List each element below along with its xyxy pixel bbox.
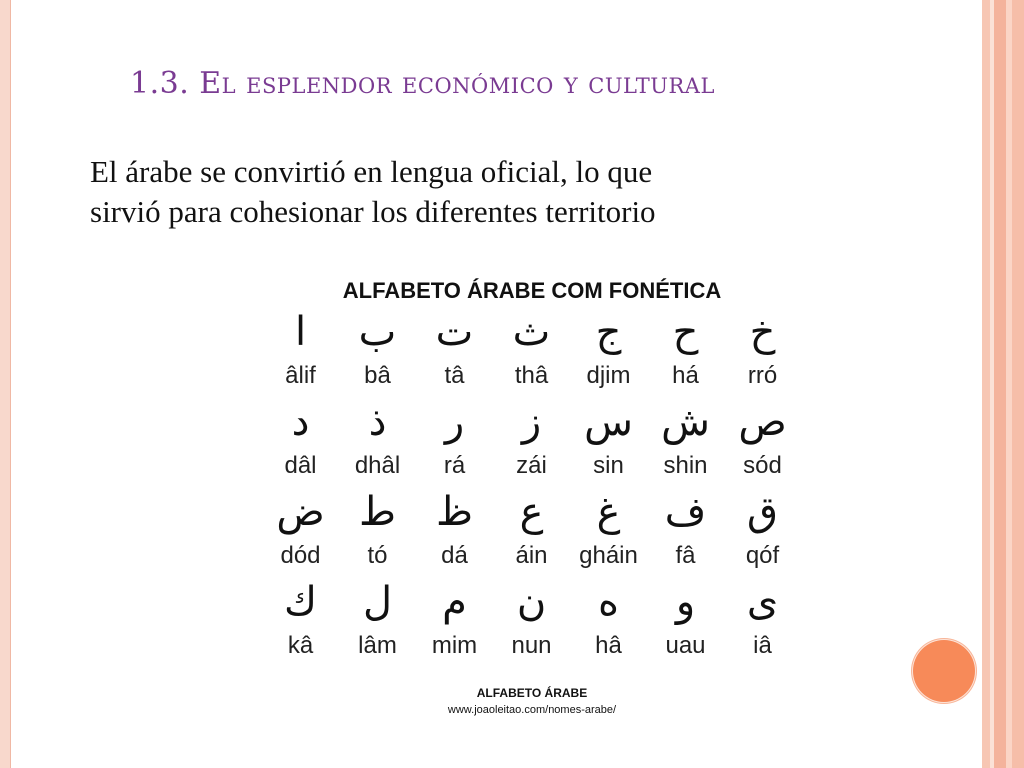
- arabic-letter: م: [442, 579, 467, 625]
- letter-phonetic: nun: [511, 632, 552, 659]
- arabic-letter: و: [675, 579, 696, 625]
- letter-phonetic: rá: [443, 452, 466, 479]
- arabic-letter: ذ: [368, 399, 387, 445]
- alphabet-letter-cell: [339, 576, 416, 666]
- letter-phonetic: há: [672, 362, 699, 389]
- letter-phonetic: dhâl: [354, 452, 401, 479]
- arabic-letter: غ: [596, 489, 621, 535]
- arabic-letter: ت: [435, 309, 474, 355]
- letter-phonetic: dód: [280, 542, 321, 569]
- slide-title: 1.3. El esplendor económico y cultural: [130, 66, 715, 101]
- alphabet-row: [262, 486, 802, 576]
- letter-phonetic: qóf: [745, 542, 780, 569]
- letter-phonetic: sin: [593, 452, 624, 479]
- alphabet-credit-url: www.joaoleitao.com/nomes-arabe/: [447, 704, 617, 716]
- letter-phonetic: sód: [743, 452, 782, 479]
- letter-phonetic: gháin: [579, 542, 638, 569]
- alphabet-letter-cell: [262, 396, 339, 486]
- alphabet-credit-title: ALFABETO ÁRABE: [476, 686, 588, 700]
- alphabet-letter-cell: [262, 486, 339, 576]
- arabic-alphabet-image: [262, 268, 802, 728]
- letter-phonetic: bâ: [364, 362, 391, 389]
- alphabet-letter-cell: [262, 306, 339, 396]
- arabic-letter: ق: [746, 489, 779, 535]
- alphabet-letter-cell: [570, 486, 647, 576]
- arabic-letter: ر: [444, 399, 465, 445]
- right-border-stripe: [982, 0, 990, 768]
- arabic-letter: ج: [595, 309, 622, 355]
- arabic-letter: ن: [516, 579, 547, 625]
- alphabet-letter-cell: [339, 486, 416, 576]
- alphabet-letter-cell: [416, 576, 493, 666]
- arabic-letter: ل: [362, 579, 393, 625]
- slide-body-text: [90, 152, 910, 232]
- letter-phonetic: hâ: [595, 632, 622, 659]
- letter-phonetic: djim: [586, 362, 631, 389]
- arabic-letter: ك: [284, 579, 317, 625]
- letter-phonetic: zái: [516, 452, 547, 479]
- letter-phonetic: dâl: [284, 452, 317, 479]
- alphabet-letter-cell: [493, 306, 570, 396]
- arabic-letter: ب: [358, 309, 397, 355]
- alphabet-row: [262, 396, 802, 486]
- letter-phonetic: iâ: [753, 632, 772, 659]
- alphabet-row: [262, 576, 802, 666]
- arabic-letter: ه: [598, 579, 619, 625]
- letter-phonetic: âlif: [285, 362, 316, 389]
- alphabet-letter-cell: [647, 576, 724, 666]
- alphabet-letter-cell: [493, 486, 570, 576]
- alphabet-letter-cell: [262, 576, 339, 666]
- letter-phonetic: lâm: [358, 632, 397, 659]
- alphabet-letter-cell: [724, 576, 801, 666]
- alphabet-letter-cell: [724, 486, 801, 576]
- arabic-letter: ا: [294, 309, 307, 355]
- alphabet-letter-cell: [416, 396, 493, 486]
- arabic-letter: ف: [664, 489, 707, 535]
- letter-phonetic: tâ: [444, 362, 465, 389]
- alphabet-grid: [262, 306, 802, 666]
- arabic-letter: ع: [519, 489, 544, 535]
- alphabet-letter-cell: [416, 306, 493, 396]
- arabic-letter: ح: [672, 309, 699, 355]
- arabic-letter: خ: [749, 309, 776, 355]
- arabic-letter: ز: [521, 399, 542, 445]
- right-border-stripe: [1012, 0, 1024, 768]
- alphabet-letter-cell: [339, 306, 416, 396]
- body-line-2: sirvió para cohesionar los diferentes territorio: [90, 194, 656, 229]
- arabic-letter: ش: [661, 399, 710, 445]
- right-border-stripe: [994, 0, 1006, 768]
- letter-phonetic: kâ: [287, 632, 314, 659]
- alphabet-letter-cell: [724, 306, 801, 396]
- alphabet-letter-cell: [339, 396, 416, 486]
- body-line-1: El árabe se convirtió en lengua oficial, lo que: [90, 154, 653, 189]
- alphabet-letter-cell: [570, 576, 647, 666]
- arabic-letter: د: [291, 399, 310, 445]
- alphabet-letter-cell: [570, 396, 647, 486]
- arabic-letter: ظ: [436, 489, 473, 535]
- letter-phonetic: shin: [663, 452, 708, 479]
- alphabet-letter-cell: [724, 396, 801, 486]
- alphabet-letter-cell: [493, 396, 570, 486]
- alphabet-letter-cell: [647, 306, 724, 396]
- letter-phonetic: áin: [515, 542, 548, 569]
- letter-phonetic: dá: [441, 542, 468, 569]
- alphabet-heading: ALFABETO ÁRABE COM FONÉTICA: [342, 278, 722, 303]
- arabic-letter: ص: [738, 399, 787, 445]
- left-border-stripe: [0, 0, 11, 768]
- alphabet-letter-cell: [416, 486, 493, 576]
- arabic-letter: ط: [359, 489, 396, 535]
- letter-phonetic: mim: [431, 632, 478, 659]
- arabic-letter: س: [584, 399, 633, 445]
- letter-phonetic: rró: [747, 362, 778, 389]
- arabic-letter: ض: [276, 489, 325, 535]
- decorative-orange-circle: [913, 640, 975, 702]
- letter-phonetic: tó: [367, 542, 388, 569]
- alphabet-letter-cell: [570, 306, 647, 396]
- alphabet-letter-cell: [647, 396, 724, 486]
- letter-phonetic: thâ: [514, 362, 549, 389]
- alphabet-letter-cell: [647, 486, 724, 576]
- letter-phonetic: fâ: [675, 542, 696, 569]
- arabic-letter: ث: [512, 309, 551, 355]
- arabic-letter: ى: [746, 579, 779, 625]
- alphabet-letter-cell: [493, 576, 570, 666]
- alphabet-row: [262, 306, 802, 396]
- letter-phonetic: uau: [665, 632, 706, 659]
